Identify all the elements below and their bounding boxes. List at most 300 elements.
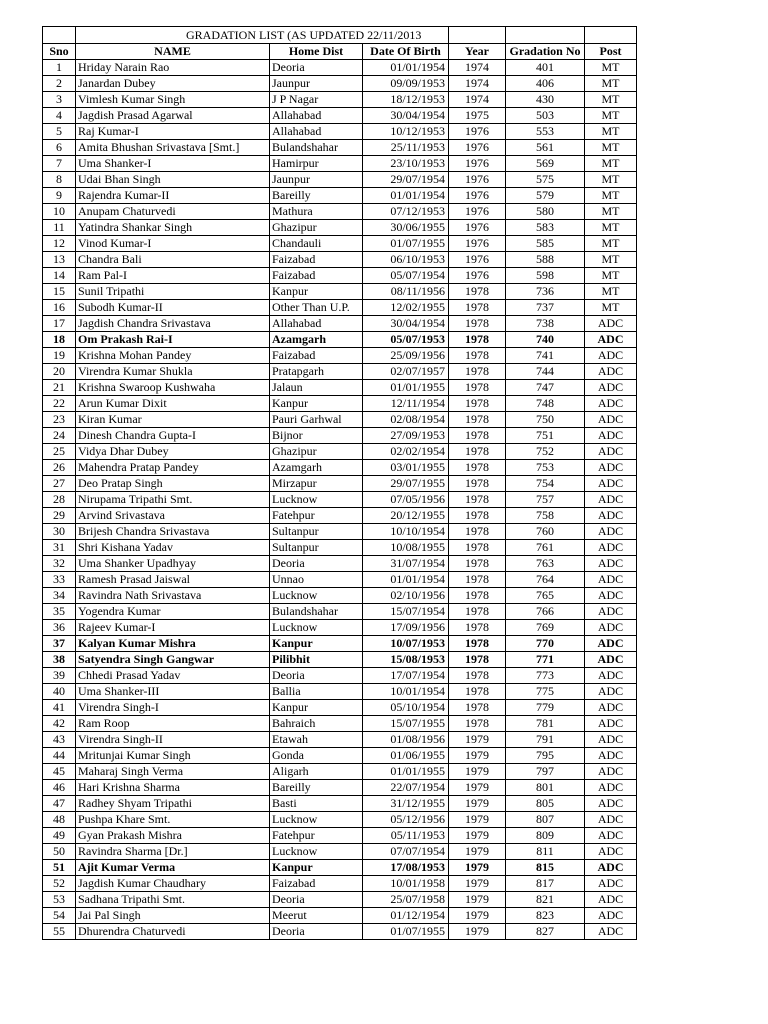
- table-row: [43, 316, 637, 332]
- cell-home-dist: Deoria: [270, 60, 363, 76]
- cell-sno: 43: [43, 732, 76, 748]
- cell-date-of-birth: 01/07/1955: [363, 924, 449, 940]
- table-row: [43, 364, 637, 380]
- cell-sno: 5: [43, 124, 76, 140]
- cell-name: Chandra Bali: [76, 252, 270, 268]
- cell-date-of-birth: 10/07/1953: [363, 636, 449, 652]
- cell-date-of-birth: 01/12/1954: [363, 908, 449, 924]
- cell-date-of-birth: 01/07/1955: [363, 236, 449, 252]
- table-row: [43, 860, 637, 876]
- cell-name: Jagdish Prasad Agarwal: [76, 108, 270, 124]
- cell-post: ADC: [585, 716, 637, 732]
- cell-year: 1979: [449, 796, 506, 812]
- cell-gradation-no: 763: [506, 556, 585, 572]
- cell-year: 1976: [449, 172, 506, 188]
- cell-date-of-birth: 10/12/1953: [363, 124, 449, 140]
- cell-gradation-no: 588: [506, 252, 585, 268]
- cell-year: 1976: [449, 204, 506, 220]
- cell-gradation-no: 815: [506, 860, 585, 876]
- cell-home-dist: Faizabad: [270, 268, 363, 284]
- cell-home-dist: Faizabad: [270, 876, 363, 892]
- cell-year: 1978: [449, 540, 506, 556]
- cell-post: ADC: [585, 556, 637, 572]
- cell-home-dist: Fatehpur: [270, 828, 363, 844]
- cell-name: Ajit Kumar Verma: [76, 860, 270, 876]
- table-row: [43, 588, 637, 604]
- table-row: [43, 92, 637, 108]
- cell-post: MT: [585, 108, 637, 124]
- cell-sno: 32: [43, 556, 76, 572]
- cell-name: Maharaj Singh Verma: [76, 764, 270, 780]
- cell-sno: 52: [43, 876, 76, 892]
- cell-date-of-birth: 03/01/1955: [363, 460, 449, 476]
- cell-name: Uma Shanker-I: [76, 156, 270, 172]
- cell-year: 1978: [449, 652, 506, 668]
- cell-home-dist: Lucknow: [270, 812, 363, 828]
- table-row: [43, 492, 637, 508]
- cell-gradation-no: 757: [506, 492, 585, 508]
- cell-gradation-no: 747: [506, 380, 585, 396]
- cell-gradation-no: 765: [506, 588, 585, 604]
- cell-sno: 2: [43, 76, 76, 92]
- cell-sno: 7: [43, 156, 76, 172]
- cell-post: MT: [585, 252, 637, 268]
- cell-date-of-birth: 01/01/1955: [363, 380, 449, 396]
- cell-name: Virendra Singh-I: [76, 700, 270, 716]
- cell-gradation-no: 809: [506, 828, 585, 844]
- cell-home-dist: Meerut: [270, 908, 363, 924]
- table-row: [43, 620, 637, 636]
- cell-gradation-no: 801: [506, 780, 585, 796]
- cell-date-of-birth: 30/04/1954: [363, 108, 449, 124]
- cell-home-dist: Ballia: [270, 684, 363, 700]
- cell-home-dist: Kanpur: [270, 396, 363, 412]
- cell-name: Rajeev Kumar-I: [76, 620, 270, 636]
- cell-post: MT: [585, 140, 637, 156]
- cell-sno: 24: [43, 428, 76, 444]
- cell-year: 1976: [449, 236, 506, 252]
- cell-gradation-no: 807: [506, 812, 585, 828]
- table-row: [43, 652, 637, 668]
- cell-name: Shri Kishana Yadav: [76, 540, 270, 556]
- cell-year: 1978: [449, 412, 506, 428]
- cell-name: Ravindra Sharma [Dr.]: [76, 844, 270, 860]
- cell-name: Vinod Kumar-I: [76, 236, 270, 252]
- table-row: [43, 700, 637, 716]
- cell-name: Om Prakash Rai-I: [76, 332, 270, 348]
- cell-date-of-birth: 08/11/1956: [363, 284, 449, 300]
- cell-year: 1979: [449, 860, 506, 876]
- table-row: [43, 604, 637, 620]
- column-header-home-dist: Home Dist: [270, 44, 363, 60]
- table-row: [43, 796, 637, 812]
- table-row: [43, 684, 637, 700]
- cell-sno: 14: [43, 268, 76, 284]
- cell-gradation-no: 583: [506, 220, 585, 236]
- cell-date-of-birth: 02/02/1954: [363, 444, 449, 460]
- cell-home-dist: Bareilly: [270, 188, 363, 204]
- cell-year: 1978: [449, 508, 506, 524]
- table-row: [43, 716, 637, 732]
- cell-home-dist: Mathura: [270, 204, 363, 220]
- cell-post: ADC: [585, 524, 637, 540]
- cell-post: ADC: [585, 604, 637, 620]
- cell-year: 1976: [449, 188, 506, 204]
- cell-gradation-no: 585: [506, 236, 585, 252]
- cell-home-dist: Fatehpur: [270, 508, 363, 524]
- cell-sno: 8: [43, 172, 76, 188]
- cell-gradation-no: 738: [506, 316, 585, 332]
- cell-gradation-no: 791: [506, 732, 585, 748]
- cell-gradation-no: 766: [506, 604, 585, 620]
- table-row: [43, 812, 637, 828]
- cell-gradation-no: 771: [506, 652, 585, 668]
- cell-gradation-no: 754: [506, 476, 585, 492]
- cell-year: 1974: [449, 76, 506, 92]
- cell-post: ADC: [585, 428, 637, 444]
- cell-year: 1976: [449, 268, 506, 284]
- cell-post: ADC: [585, 924, 637, 940]
- title-blank-cell: [585, 27, 637, 44]
- cell-home-dist: J P Nagar: [270, 92, 363, 108]
- cell-year: 1976: [449, 140, 506, 156]
- cell-post: ADC: [585, 908, 637, 924]
- cell-sno: 23: [43, 412, 76, 428]
- cell-name: Kalyan Kumar Mishra: [76, 636, 270, 652]
- cell-gradation-no: 406: [506, 76, 585, 92]
- cell-year: 1978: [449, 668, 506, 684]
- cell-year: 1978: [449, 588, 506, 604]
- cell-date-of-birth: 23/10/1953: [363, 156, 449, 172]
- cell-gradation-no: 769: [506, 620, 585, 636]
- cell-date-of-birth: 12/02/1955: [363, 300, 449, 316]
- cell-name: Udai Bhan Singh: [76, 172, 270, 188]
- cell-date-of-birth: 06/10/1953: [363, 252, 449, 268]
- cell-gradation-no: 569: [506, 156, 585, 172]
- cell-name: Hari Krishna Sharma: [76, 780, 270, 796]
- cell-post: ADC: [585, 764, 637, 780]
- cell-year: 1979: [449, 780, 506, 796]
- cell-post: ADC: [585, 444, 637, 460]
- table-row: [43, 764, 637, 780]
- gradation-sheet: [42, 26, 637, 940]
- cell-home-dist: Pratapgarh: [270, 364, 363, 380]
- cell-sno: 9: [43, 188, 76, 204]
- cell-home-dist: Chandauli: [270, 236, 363, 252]
- cell-year: 1975: [449, 108, 506, 124]
- cell-date-of-birth: 01/01/1954: [363, 572, 449, 588]
- cell-gradation-no: 741: [506, 348, 585, 364]
- cell-name: Chhedi Prasad Yadav: [76, 668, 270, 684]
- cell-name: Janardan Dubey: [76, 76, 270, 92]
- cell-sno: 4: [43, 108, 76, 124]
- cell-post: ADC: [585, 876, 637, 892]
- cell-sno: 17: [43, 316, 76, 332]
- cell-name: Hriday Narain Rao: [76, 60, 270, 76]
- cell-name: Uma Shanker-III: [76, 684, 270, 700]
- cell-post: ADC: [585, 492, 637, 508]
- cell-date-of-birth: 18/12/1953: [363, 92, 449, 108]
- table-row: [43, 268, 637, 284]
- sheet-title: GRADATION LIST (AS UPDATED 22/11/2013: [76, 27, 449, 44]
- cell-date-of-birth: 29/07/1955: [363, 476, 449, 492]
- cell-name: Jagdish Chandra Srivastava: [76, 316, 270, 332]
- table-row: [43, 844, 637, 860]
- column-header-post: Post: [585, 44, 637, 60]
- table-row: [43, 348, 637, 364]
- cell-date-of-birth: 07/07/1954: [363, 844, 449, 860]
- cell-post: ADC: [585, 812, 637, 828]
- cell-name: Subodh Kumar-II: [76, 300, 270, 316]
- cell-gradation-no: 758: [506, 508, 585, 524]
- cell-year: 1976: [449, 220, 506, 236]
- cell-home-dist: Faizabad: [270, 252, 363, 268]
- cell-name: Krishna Swaroop Kushwaha: [76, 380, 270, 396]
- table-row: [43, 108, 637, 124]
- cell-gradation-no: 795: [506, 748, 585, 764]
- cell-date-of-birth: 10/01/1958: [363, 876, 449, 892]
- cell-home-dist: Jaunpur: [270, 172, 363, 188]
- cell-home-dist: Lucknow: [270, 620, 363, 636]
- cell-gradation-no: 811: [506, 844, 585, 860]
- cell-sno: 22: [43, 396, 76, 412]
- cell-post: MT: [585, 124, 637, 140]
- cell-home-dist: Kanpur: [270, 700, 363, 716]
- table-row: [43, 540, 637, 556]
- cell-sno: 44: [43, 748, 76, 764]
- cell-sno: 18: [43, 332, 76, 348]
- column-header-name: NAME: [76, 44, 270, 60]
- cell-year: 1978: [449, 364, 506, 380]
- cell-post: ADC: [585, 332, 637, 348]
- cell-date-of-birth: 05/10/1954: [363, 700, 449, 716]
- cell-sno: 50: [43, 844, 76, 860]
- cell-name: Dhurendra Chaturvedi: [76, 924, 270, 940]
- cell-sno: 29: [43, 508, 76, 524]
- cell-sno: 42: [43, 716, 76, 732]
- gradation-table: [42, 26, 637, 940]
- cell-sno: 13: [43, 252, 76, 268]
- cell-home-dist: Deoria: [270, 668, 363, 684]
- cell-home-dist: Bulandshahar: [270, 604, 363, 620]
- cell-gradation-no: 751: [506, 428, 585, 444]
- cell-date-of-birth: 30/04/1954: [363, 316, 449, 332]
- cell-post: MT: [585, 92, 637, 108]
- table-row: [43, 284, 637, 300]
- cell-sno: 21: [43, 380, 76, 396]
- cell-gradation-no: 770: [506, 636, 585, 652]
- cell-post: ADC: [585, 732, 637, 748]
- table-row: [43, 76, 637, 92]
- title-blank-cell: [506, 27, 585, 44]
- table-row: [43, 908, 637, 924]
- cell-sno: 38: [43, 652, 76, 668]
- cell-post: ADC: [585, 748, 637, 764]
- cell-name: Deo Pratap Singh: [76, 476, 270, 492]
- cell-year: 1978: [449, 348, 506, 364]
- cell-date-of-birth: 01/08/1956: [363, 732, 449, 748]
- cell-date-of-birth: 02/07/1957: [363, 364, 449, 380]
- cell-gradation-no: 797: [506, 764, 585, 780]
- cell-home-dist: Kanpur: [270, 284, 363, 300]
- cell-year: 1978: [449, 316, 506, 332]
- cell-gradation-no: 805: [506, 796, 585, 812]
- cell-gradation-no: 764: [506, 572, 585, 588]
- table-row: [43, 428, 637, 444]
- cell-year: 1978: [449, 684, 506, 700]
- cell-name: Amita Bhushan Srivastava [Smt.]: [76, 140, 270, 156]
- column-header-date-of-birth: Date Of Birth: [363, 44, 449, 60]
- cell-sno: 15: [43, 284, 76, 300]
- table-row: [43, 572, 637, 588]
- cell-post: ADC: [585, 364, 637, 380]
- cell-name: Anupam Chaturvedi: [76, 204, 270, 220]
- cell-year: 1979: [449, 876, 506, 892]
- cell-post: MT: [585, 204, 637, 220]
- cell-sno: 1: [43, 60, 76, 76]
- cell-year: 1979: [449, 732, 506, 748]
- cell-year: 1979: [449, 764, 506, 780]
- cell-year: 1978: [449, 604, 506, 620]
- cell-post: ADC: [585, 892, 637, 908]
- cell-date-of-birth: 17/09/1956: [363, 620, 449, 636]
- table-row: [43, 300, 637, 316]
- table-row: [43, 124, 637, 140]
- cell-name: Mritunjai Kumar Singh: [76, 748, 270, 764]
- cell-name: Uma Shanker Upadhyay: [76, 556, 270, 572]
- cell-sno: 45: [43, 764, 76, 780]
- cell-year: 1978: [449, 396, 506, 412]
- cell-gradation-no: 575: [506, 172, 585, 188]
- cell-home-dist: Pauri Garhwal: [270, 412, 363, 428]
- table-row: [43, 892, 637, 908]
- cell-sno: 35: [43, 604, 76, 620]
- cell-year: 1978: [449, 620, 506, 636]
- column-header-sno: Sno: [43, 44, 76, 60]
- cell-gradation-no: 827: [506, 924, 585, 940]
- cell-sno: 3: [43, 92, 76, 108]
- cell-post: ADC: [585, 860, 637, 876]
- cell-date-of-birth: 15/07/1955: [363, 716, 449, 732]
- cell-gradation-no: 750: [506, 412, 585, 428]
- cell-sno: 40: [43, 684, 76, 700]
- cell-date-of-birth: 05/07/1954: [363, 268, 449, 284]
- cell-gradation-no: 740: [506, 332, 585, 348]
- table-row: [43, 524, 637, 540]
- cell-home-dist: Allahabad: [270, 124, 363, 140]
- cell-post: ADC: [585, 412, 637, 428]
- table-row: [43, 444, 637, 460]
- cell-sno: 34: [43, 588, 76, 604]
- cell-gradation-no: 580: [506, 204, 585, 220]
- cell-sno: 55: [43, 924, 76, 940]
- cell-gradation-no: 598: [506, 268, 585, 284]
- table-row: [43, 460, 637, 476]
- cell-name: Raj Kumar-I: [76, 124, 270, 140]
- cell-name: Virendra Kumar Shukla: [76, 364, 270, 380]
- cell-home-dist: Jaunpur: [270, 76, 363, 92]
- cell-date-of-birth: 17/08/1953: [363, 860, 449, 876]
- cell-home-dist: Azamgarh: [270, 332, 363, 348]
- table-row: [43, 236, 637, 252]
- cell-year: 1976: [449, 252, 506, 268]
- cell-home-dist: Sultanpur: [270, 540, 363, 556]
- cell-date-of-birth: 05/12/1956: [363, 812, 449, 828]
- cell-date-of-birth: 27/09/1953: [363, 428, 449, 444]
- table-row: [43, 828, 637, 844]
- cell-post: ADC: [585, 780, 637, 796]
- cell-home-dist: Bijnor: [270, 428, 363, 444]
- cell-home-dist: Lucknow: [270, 492, 363, 508]
- cell-sno: 39: [43, 668, 76, 684]
- table-row: [43, 332, 637, 348]
- cell-sno: 49: [43, 828, 76, 844]
- cell-post: ADC: [585, 684, 637, 700]
- cell-home-dist: Ghazipur: [270, 220, 363, 236]
- cell-date-of-birth: 01/01/1954: [363, 60, 449, 76]
- table-row: [43, 732, 637, 748]
- cell-date-of-birth: 15/07/1954: [363, 604, 449, 620]
- cell-date-of-birth: 20/12/1955: [363, 508, 449, 524]
- cell-year: 1978: [449, 636, 506, 652]
- cell-post: MT: [585, 236, 637, 252]
- cell-date-of-birth: 12/11/1954: [363, 396, 449, 412]
- column-header-gradation-no: Gradation No: [506, 44, 585, 60]
- cell-year: 1978: [449, 444, 506, 460]
- cell-post: ADC: [585, 460, 637, 476]
- column-header-year: Year: [449, 44, 506, 60]
- title-blank-cell: [43, 27, 76, 44]
- cell-date-of-birth: 25/07/1958: [363, 892, 449, 908]
- cell-post: ADC: [585, 572, 637, 588]
- table-row: [43, 924, 637, 940]
- cell-sno: 19: [43, 348, 76, 364]
- cell-post: ADC: [585, 636, 637, 652]
- cell-year: 1978: [449, 300, 506, 316]
- cell-gradation-no: 779: [506, 700, 585, 716]
- cell-gradation-no: 761: [506, 540, 585, 556]
- cell-name: Sunil Tripathi: [76, 284, 270, 300]
- cell-year: 1976: [449, 156, 506, 172]
- cell-year: 1978: [449, 428, 506, 444]
- cell-home-dist: Bahraich: [270, 716, 363, 732]
- cell-name: Krishna Mohan Pandey: [76, 348, 270, 364]
- cell-gradation-no: 775: [506, 684, 585, 700]
- cell-home-dist: Bareilly: [270, 780, 363, 796]
- cell-date-of-birth: 10/10/1954: [363, 524, 449, 540]
- cell-year: 1978: [449, 460, 506, 476]
- cell-sno: 27: [43, 476, 76, 492]
- cell-home-dist: Kanpur: [270, 636, 363, 652]
- cell-sno: 25: [43, 444, 76, 460]
- cell-post: ADC: [585, 828, 637, 844]
- cell-date-of-birth: 10/01/1954: [363, 684, 449, 700]
- cell-post: ADC: [585, 700, 637, 716]
- cell-post: ADC: [585, 316, 637, 332]
- cell-year: 1979: [449, 924, 506, 940]
- cell-post: ADC: [585, 668, 637, 684]
- cell-post: MT: [585, 284, 637, 300]
- cell-sno: 12: [43, 236, 76, 252]
- cell-date-of-birth: 10/08/1955: [363, 540, 449, 556]
- cell-date-of-birth: 15/08/1953: [363, 652, 449, 668]
- cell-date-of-birth: 31/12/1955: [363, 796, 449, 812]
- cell-date-of-birth: 01/01/1955: [363, 764, 449, 780]
- title-row: [43, 27, 637, 44]
- cell-date-of-birth: 17/07/1954: [363, 668, 449, 684]
- cell-home-dist: Etawah: [270, 732, 363, 748]
- cell-name: Ravindra Nath Srivastava: [76, 588, 270, 604]
